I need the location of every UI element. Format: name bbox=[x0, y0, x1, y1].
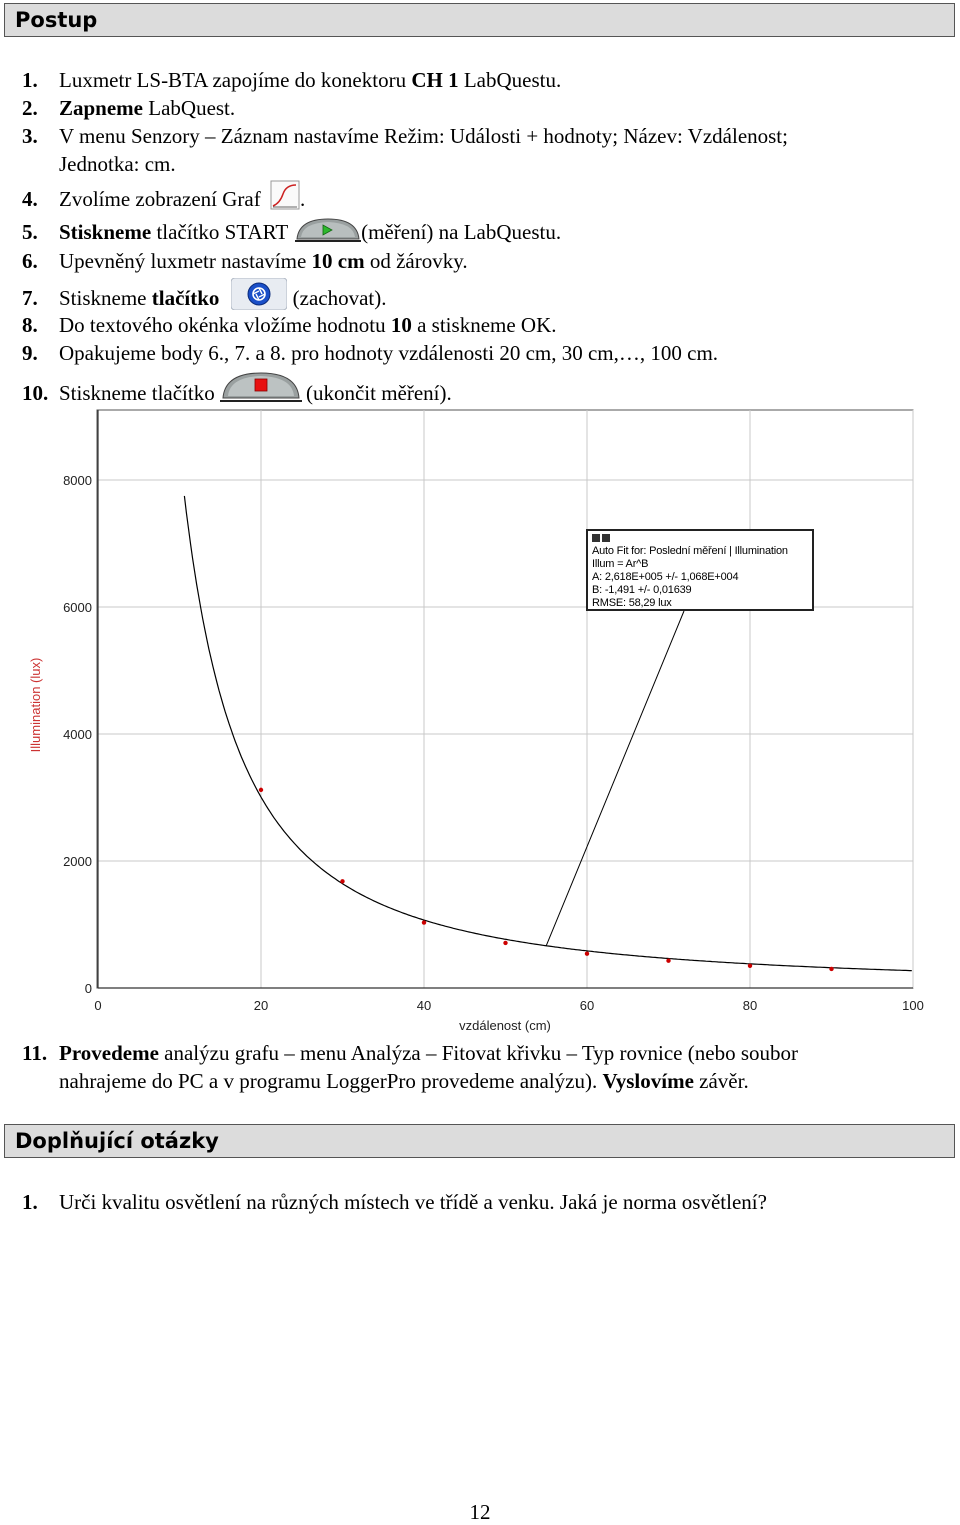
step-5: 5. Stiskneme tlačítko START (měření) na LabQuestu. bbox=[22, 219, 561, 247]
y-tick-label: 4000 bbox=[63, 727, 92, 742]
step-7: 7. Stiskneme tlačítko (zachovat). bbox=[22, 284, 387, 316]
x-tick-label: 60 bbox=[579, 998, 595, 1013]
data-point bbox=[829, 967, 833, 971]
data-point bbox=[748, 964, 752, 968]
start-button-icon bbox=[295, 217, 361, 243]
x-tick-label: 40 bbox=[416, 998, 432, 1013]
x-tick-label: 80 bbox=[742, 998, 758, 1013]
step-6: 6. Upevněný luxmetr nastavíme 10 cm od žárovky. bbox=[22, 249, 468, 273]
y-tick-label: 8000 bbox=[63, 473, 92, 488]
step-1: 1. Luxmetr LS-BTA zapojíme do konektoru CH 1 LabQuestu. bbox=[22, 68, 562, 92]
step-11: 11. Provedeme analýzu grafu – menu Analýza – Fitovat křivku – Typ rovnice (nebo soubor bbox=[22, 1041, 798, 1065]
stop-button-icon bbox=[220, 370, 302, 404]
fit-param-a: A: 2,618E+005 +/- 1,068E+004 bbox=[592, 571, 739, 583]
section-header-postup bbox=[4, 3, 955, 37]
fit-equation: Illum = Ar^B bbox=[592, 558, 649, 570]
data-point bbox=[666, 958, 670, 962]
fit-rmse: RMSE: 58,29 lux bbox=[592, 597, 672, 609]
graph-icon bbox=[270, 180, 300, 210]
page-number: 12 bbox=[469, 1500, 491, 1524]
options-icon[interactable] bbox=[602, 534, 610, 542]
section-title: Postup bbox=[15, 8, 98, 32]
step-2: 2. Zapneme LabQuest. bbox=[22, 96, 236, 120]
fit-param-b: B: -1,491 +/- 0,01639 bbox=[592, 584, 692, 596]
question-1: 1. Urči kvalitu osvětlení na různých místech ve třídě a venku. Jaká je norma osvětlení? bbox=[22, 1190, 767, 1214]
step-3: 3. V menu Senzory – Záznam nastavíme Režim: Události + hodnoty; Název: Vzdálenost; bbox=[22, 124, 788, 148]
x-tick-label: 20 bbox=[253, 998, 269, 1013]
keep-button-icon bbox=[231, 278, 287, 310]
data-point bbox=[259, 788, 263, 792]
step-8: 8. Do textového okénka vložíme hodnotu 10 a stiskneme OK. bbox=[22, 313, 557, 337]
step-3-continuation: Jednotka: cm. bbox=[59, 152, 176, 176]
fit-box-controls bbox=[592, 533, 808, 545]
section-title: Doplňující otázky bbox=[15, 1129, 219, 1153]
chart-svg bbox=[16, 405, 946, 1035]
x-tick-label: 0 bbox=[94, 998, 102, 1013]
auto-fit-box bbox=[586, 529, 814, 611]
y-tick-label: 2000 bbox=[63, 854, 92, 869]
illumination-chart bbox=[16, 405, 946, 1035]
step-11-continuation: nahrajeme do PC a v programu LoggerPro provedeme analýzu). Vyslovíme závěr. bbox=[59, 1069, 749, 1093]
section-header-doplnujici-otazky bbox=[4, 1124, 955, 1158]
x-axis-label: vzdálenost (cm) bbox=[459, 1018, 551, 1033]
data-point bbox=[422, 920, 426, 924]
step-10: 10. Stiskneme tlačítko (ukončit měření). bbox=[22, 378, 452, 412]
x-tick-label: 100 bbox=[902, 998, 924, 1013]
y-tick-label: 0 bbox=[84, 981, 92, 996]
close-icon[interactable] bbox=[592, 534, 600, 542]
plot-area bbox=[97, 410, 913, 988]
step-4: 4. Zvolíme zobrazení Graf . bbox=[22, 186, 305, 216]
y-tick-label: 6000 bbox=[63, 600, 92, 615]
y-axis-label: Illumination (lux) bbox=[28, 657, 43, 753]
step-9: 9. Opakujeme body 6., 7. a 8. pro hodnoty vzdálenosti 20 cm, 30 cm,…, 100 cm. bbox=[22, 341, 719, 365]
data-point bbox=[503, 941, 507, 945]
fit-header: Auto Fit for: Poslední měření | Illumination bbox=[592, 545, 788, 557]
data-point bbox=[585, 952, 589, 956]
data-point bbox=[340, 879, 344, 883]
